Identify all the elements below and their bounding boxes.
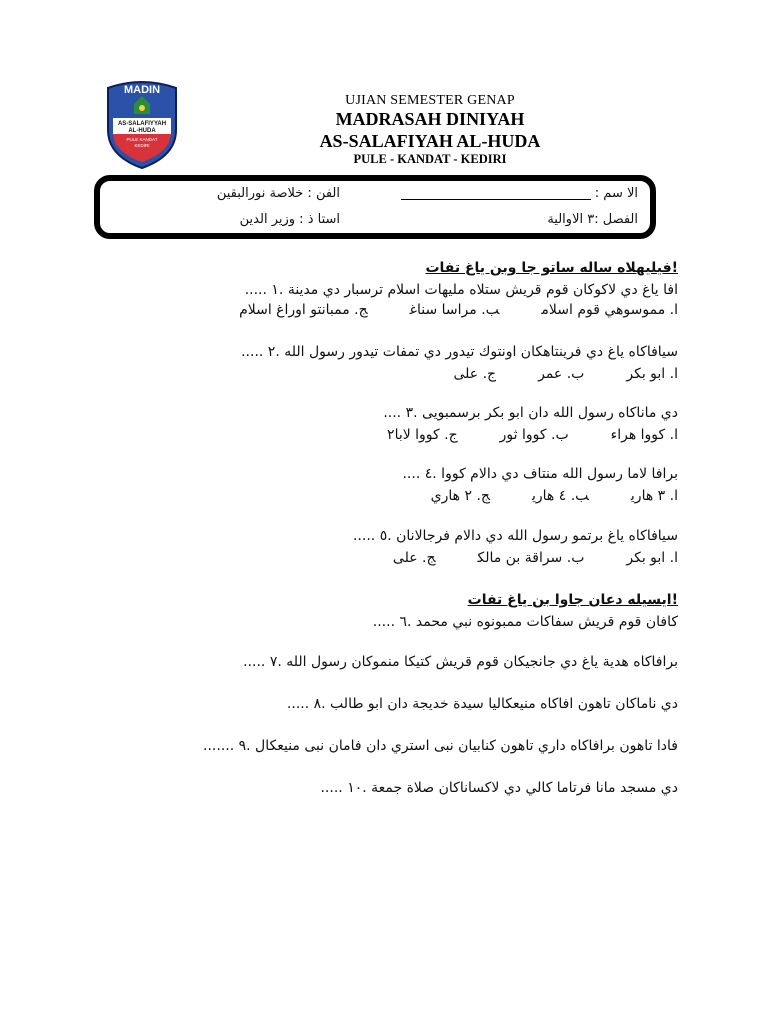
question-5-options <box>393 550 678 566</box>
question-6: كافان قوم قريش سفاكات ممبونوه نبي محمد .٦ ..... <box>372 614 678 630</box>
name-blank-line <box>401 187 591 200</box>
option: ج. على <box>453 366 497 382</box>
option: ب. عمر <box>538 366 585 382</box>
question-9: فادا تاهون برافاكاه داري تاهون كنابيان نبى استري دان فامان نبى منيعكال .٩ ....... <box>203 738 678 754</box>
logo-line1: AS-SALAFIYYAH <box>117 121 167 127</box>
question-4-options <box>431 488 678 504</box>
question-5: سيافاكاه ياغ برتمو رسول الله دي دالام فرجالانان .٥ ..... <box>352 528 678 544</box>
subject-info: الفن : خلاصة نورالبقين <box>216 186 340 201</box>
name-field[interactable] <box>401 186 638 201</box>
question-7: برافاكاه هدية ياغ دي جانجيكان قوم قريش كتيكا منموكان رسول الله .٧ ..... <box>243 654 678 670</box>
option: ب. مراسا سناغ <box>409 302 500 318</box>
option: ب. كووا ثور <box>499 427 569 443</box>
question-3-options <box>387 427 678 443</box>
logo-line2: AL-HUDA <box>128 128 156 134</box>
question-8: دي ناماكان تاهون افاكاه منيعكاليا سيدة خديجة دان ابو طالب .٨ ..... <box>286 696 678 712</box>
school-location: PULE - KANDAT - KEDIRI <box>353 152 507 166</box>
student-info-box <box>94 175 656 239</box>
option: ج. على <box>392 550 436 566</box>
class-info: الفصل :٣ الاوالية <box>547 212 638 227</box>
option: ا. ابو بكر <box>626 366 678 382</box>
logo-line3: PULE KANDAT <box>126 137 158 142</box>
option: ج. ممبانتو اوراغ اسلام <box>239 302 368 318</box>
question-3: دي ماناكاه رسول الله دان ابو بكر برسمبويى .٣ .... <box>383 405 678 421</box>
section-1-title: !فيليهلاه ساله ساتو جا وبن ياغ تفات <box>425 260 678 276</box>
option: ب. سراقة بن مالك <box>477 550 585 566</box>
question-10: دي مسجد مانا فرتاما كالي دي لاكساناكان صلاة جمعة .١٠ ..... <box>320 780 678 796</box>
question-1: افا ياغ دي لاكوكان قوم قريش ستلاه مليهات اسلام ترسبار دي مدينة .١ ..... <box>244 282 678 298</box>
option: ج. كووا لابا٢ <box>387 427 458 443</box>
logo-top-text: MADIN <box>123 84 161 96</box>
option: ا. مموسوهي قوم اسلام <box>541 302 678 318</box>
question-1-options <box>239 302 678 318</box>
option: ا. كووا هراء <box>610 427 678 443</box>
option: ج. ٢ هاري <box>430 488 490 504</box>
question-4: برافا لاما رسول الله منتاف دي دالام كووا .٤ .... <box>402 466 678 482</box>
teacher-info: استا ذ : وزير الدين <box>239 212 340 227</box>
exam-title: UJIAN SEMESTER GENAP <box>345 93 515 108</box>
school-logo <box>104 78 180 170</box>
option: ا. ابو بكر <box>626 550 678 566</box>
option: ب. ٤ هاري <box>531 488 589 504</box>
school-name: MADRASAH DINIYAH <box>335 109 525 129</box>
logo-line4: KEDIRI <box>134 143 150 148</box>
school-name-2: AS-SALAFIYAH AL-HUDA <box>319 131 541 151</box>
name-label: الا سم : <box>594 186 638 201</box>
question-2: سيافاكاه ياغ دي فرينتاهكان اونتوك تيدور دي تمفات تيدور رسول الله .٢ ..... <box>241 344 678 360</box>
section-2-title: !ايسيله دعان جاوا بن ياغ تفات <box>467 592 678 608</box>
question-2-options <box>454 366 679 382</box>
option: ا. ٣ هاري <box>630 488 678 504</box>
